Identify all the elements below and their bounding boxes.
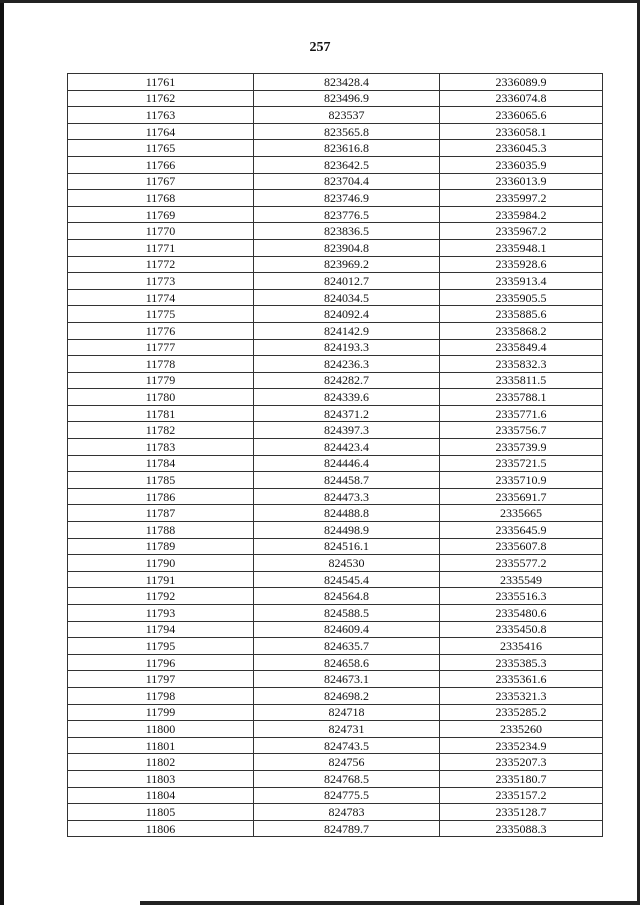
y-coordinate-cell: 2335180.7: [440, 770, 603, 787]
coordinates-table-body: [68, 74, 603, 837]
x-coordinate-cell: 824423.4: [254, 439, 440, 456]
x-coordinate-cell: 823746.9: [254, 190, 440, 207]
x-coordinate-cell: 824458.7: [254, 472, 440, 489]
y-coordinate-cell: 2336089.9: [440, 74, 603, 91]
x-coordinate-cell: 824743.5: [254, 737, 440, 754]
y-coordinate-cell: 2335868.2: [440, 322, 603, 339]
x-coordinate-cell: 824756: [254, 754, 440, 771]
x-coordinate-cell: 824789.7: [254, 820, 440, 837]
point-number-cell: 11762: [68, 90, 254, 107]
x-coordinate-cell: 824371.2: [254, 405, 440, 422]
table-row: [68, 206, 603, 223]
table-row: [68, 306, 603, 323]
point-number-cell: 11763: [68, 107, 254, 124]
y-coordinate-cell: 2336045.3: [440, 140, 603, 157]
y-coordinate-cell: 2336058.1: [440, 123, 603, 140]
point-number-cell: 11765: [68, 140, 254, 157]
y-coordinate-cell: 2335088.3: [440, 820, 603, 837]
table-row: [68, 273, 603, 290]
table-row: [68, 804, 603, 821]
table-row: [68, 505, 603, 522]
point-number-cell: 11793: [68, 605, 254, 622]
point-number-cell: 11769: [68, 206, 254, 223]
x-coordinate-cell: 824339.6: [254, 389, 440, 406]
x-coordinate-cell: 823642.5: [254, 156, 440, 173]
y-coordinate-cell: 2335450.8: [440, 621, 603, 638]
point-number-cell: 11797: [68, 671, 254, 688]
x-coordinate-cell: 823428.4: [254, 74, 440, 91]
x-coordinate-cell: 823836.5: [254, 223, 440, 240]
point-number-cell: 11802: [68, 754, 254, 771]
table-row: [68, 488, 603, 505]
point-number-cell: 11805: [68, 804, 254, 821]
point-number-cell: 11782: [68, 422, 254, 439]
x-coordinate-cell: 824588.5: [254, 605, 440, 622]
x-coordinate-cell: 824635.7: [254, 638, 440, 655]
table-row: [68, 538, 603, 555]
table-row: [68, 90, 603, 107]
x-coordinate-cell: 823969.2: [254, 256, 440, 273]
point-number-cell: 11799: [68, 704, 254, 721]
table-row: [68, 605, 603, 622]
point-number-cell: 11774: [68, 289, 254, 306]
point-number-cell: 11784: [68, 455, 254, 472]
point-number-cell: 11804: [68, 787, 254, 804]
scan-edge-top: [0, 0, 640, 3]
y-coordinate-cell: 2336074.8: [440, 90, 603, 107]
table-row: [68, 671, 603, 688]
point-number-cell: 11768: [68, 190, 254, 207]
x-coordinate-cell: 824236.3: [254, 356, 440, 373]
y-coordinate-cell: 2335984.2: [440, 206, 603, 223]
x-coordinate-cell: 824530: [254, 555, 440, 572]
table-row: [68, 405, 603, 422]
y-coordinate-cell: 2335788.1: [440, 389, 603, 406]
point-number-cell: 11764: [68, 123, 254, 140]
x-coordinate-cell: 823904.8: [254, 239, 440, 256]
y-coordinate-cell: 2335645.9: [440, 522, 603, 539]
table-row: [68, 256, 603, 273]
table-row: [68, 687, 603, 704]
point-number-cell: 11773: [68, 273, 254, 290]
table-row: [68, 770, 603, 787]
x-coordinate-cell: 824768.5: [254, 770, 440, 787]
table-row: [68, 455, 603, 472]
y-coordinate-cell: 2335665: [440, 505, 603, 522]
table-row: [68, 721, 603, 738]
point-number-cell: 11790: [68, 555, 254, 572]
point-number-cell: 11787: [68, 505, 254, 522]
table-row: [68, 173, 603, 190]
x-coordinate-cell: 823565.8: [254, 123, 440, 140]
y-coordinate-cell: 2335691.7: [440, 488, 603, 505]
scan-edge-bottom: [140, 901, 640, 905]
table-row: [68, 654, 603, 671]
x-coordinate-cell: 824282.7: [254, 372, 440, 389]
point-number-cell: 11792: [68, 588, 254, 605]
point-number-cell: 11798: [68, 687, 254, 704]
y-coordinate-cell: 2335157.2: [440, 787, 603, 804]
x-coordinate-cell: 824446.4: [254, 455, 440, 472]
x-coordinate-cell: 824473.3: [254, 488, 440, 505]
y-coordinate-cell: 2335207.3: [440, 754, 603, 771]
point-number-cell: 11794: [68, 621, 254, 638]
y-coordinate-cell: 2335832.3: [440, 356, 603, 373]
table-row: [68, 820, 603, 837]
table-row: [68, 472, 603, 489]
x-coordinate-cell: 824142.9: [254, 322, 440, 339]
y-coordinate-cell: 2335885.6: [440, 306, 603, 323]
table-row: [68, 422, 603, 439]
point-number-cell: 11786: [68, 488, 254, 505]
table-row: [68, 372, 603, 389]
point-number-cell: 11806: [68, 820, 254, 837]
x-coordinate-cell: 824698.2: [254, 687, 440, 704]
x-coordinate-cell: 824775.5: [254, 787, 440, 804]
y-coordinate-cell: 2335905.5: [440, 289, 603, 306]
point-number-cell: 11771: [68, 239, 254, 256]
x-coordinate-cell: 824564.8: [254, 588, 440, 605]
x-coordinate-cell: 824193.3: [254, 339, 440, 356]
coordinates-table: [67, 73, 603, 837]
table-row: [68, 239, 603, 256]
table-row: [68, 571, 603, 588]
y-coordinate-cell: 2335771.6: [440, 405, 603, 422]
x-coordinate-cell: 823616.8: [254, 140, 440, 157]
table-row: [68, 190, 603, 207]
y-coordinate-cell: 2336065.6: [440, 107, 603, 124]
y-coordinate-cell: 2335913.4: [440, 273, 603, 290]
table-row: [68, 123, 603, 140]
table-row: [68, 588, 603, 605]
point-number-cell: 11776: [68, 322, 254, 339]
y-coordinate-cell: 2335416: [440, 638, 603, 655]
x-coordinate-cell: 824034.5: [254, 289, 440, 306]
table-row: [68, 140, 603, 157]
y-coordinate-cell: 2335361.6: [440, 671, 603, 688]
x-coordinate-cell: 824609.4: [254, 621, 440, 638]
x-coordinate-cell: 824488.8: [254, 505, 440, 522]
point-number-cell: 11795: [68, 638, 254, 655]
point-number-cell: 11779: [68, 372, 254, 389]
y-coordinate-cell: 2335480.6: [440, 605, 603, 622]
y-coordinate-cell: 2336035.9: [440, 156, 603, 173]
y-coordinate-cell: 2335997.2: [440, 190, 603, 207]
y-coordinate-cell: 2335811.5: [440, 372, 603, 389]
table-row: [68, 704, 603, 721]
point-number-cell: 11781: [68, 405, 254, 422]
table-row: [68, 389, 603, 406]
x-coordinate-cell: 824718: [254, 704, 440, 721]
table-row: [68, 787, 603, 804]
x-coordinate-cell: 824498.9: [254, 522, 440, 539]
table-row: [68, 555, 603, 572]
y-coordinate-cell: 2335739.9: [440, 439, 603, 456]
y-coordinate-cell: 2335948.1: [440, 239, 603, 256]
table-row: [68, 74, 603, 91]
y-coordinate-cell: 2335549: [440, 571, 603, 588]
y-coordinate-cell: 2335721.5: [440, 455, 603, 472]
y-coordinate-cell: 2335128.7: [440, 804, 603, 821]
scan-edge-left: [0, 0, 4, 905]
x-coordinate-cell: 824658.6: [254, 654, 440, 671]
point-number-cell: 11780: [68, 389, 254, 406]
point-number-cell: 11777: [68, 339, 254, 356]
point-number-cell: 11767: [68, 173, 254, 190]
table-row: [68, 322, 603, 339]
y-coordinate-cell: 2335756.7: [440, 422, 603, 439]
y-coordinate-cell: 2335849.4: [440, 339, 603, 356]
table-row: [68, 621, 603, 638]
y-coordinate-cell: 2335967.2: [440, 223, 603, 240]
point-number-cell: 11796: [68, 654, 254, 671]
y-coordinate-cell: 2335285.2: [440, 704, 603, 721]
table-row: [68, 754, 603, 771]
point-number-cell: 11789: [68, 538, 254, 555]
y-coordinate-cell: 2335607.8: [440, 538, 603, 555]
x-coordinate-cell: 823537: [254, 107, 440, 124]
point-number-cell: 11800: [68, 721, 254, 738]
y-coordinate-cell: 2336013.9: [440, 173, 603, 190]
point-number-cell: 11801: [68, 737, 254, 754]
y-coordinate-cell: 2335928.6: [440, 256, 603, 273]
y-coordinate-cell: 2335577.2: [440, 555, 603, 572]
x-coordinate-cell: 823776.5: [254, 206, 440, 223]
table-row: [68, 223, 603, 240]
y-coordinate-cell: 2335710.9: [440, 472, 603, 489]
table-row: [68, 522, 603, 539]
x-coordinate-cell: 824092.4: [254, 306, 440, 323]
x-coordinate-cell: 824516.1: [254, 538, 440, 555]
y-coordinate-cell: 2335516.3: [440, 588, 603, 605]
table-row: [68, 339, 603, 356]
table-row: [68, 439, 603, 456]
point-number-cell: 11761: [68, 74, 254, 91]
x-coordinate-cell: 824731: [254, 721, 440, 738]
table-row: [68, 737, 603, 754]
y-coordinate-cell: 2335260: [440, 721, 603, 738]
page-number: 257: [309, 40, 331, 55]
x-coordinate-cell: 824545.4: [254, 571, 440, 588]
table-row: [68, 156, 603, 173]
y-coordinate-cell: 2335321.3: [440, 687, 603, 704]
point-number-cell: 11788: [68, 522, 254, 539]
point-number-cell: 11791: [68, 571, 254, 588]
x-coordinate-cell: 824012.7: [254, 273, 440, 290]
x-coordinate-cell: 823496.9: [254, 90, 440, 107]
x-coordinate-cell: 823704.4: [254, 173, 440, 190]
table-row: [68, 638, 603, 655]
point-number-cell: 11772: [68, 256, 254, 273]
y-coordinate-cell: 2335385.3: [440, 654, 603, 671]
x-coordinate-cell: 824783: [254, 804, 440, 821]
point-number-cell: 11803: [68, 770, 254, 787]
table-row: [68, 289, 603, 306]
point-number-cell: 11766: [68, 156, 254, 173]
point-number-cell: 11775: [68, 306, 254, 323]
table-row: [68, 356, 603, 373]
x-coordinate-cell: 824673.1: [254, 671, 440, 688]
point-number-cell: 11783: [68, 439, 254, 456]
y-coordinate-cell: 2335234.9: [440, 737, 603, 754]
x-coordinate-cell: 824397.3: [254, 422, 440, 439]
point-number-cell: 11778: [68, 356, 254, 373]
table-row: [68, 107, 603, 124]
point-number-cell: 11785: [68, 472, 254, 489]
point-number-cell: 11770: [68, 223, 254, 240]
